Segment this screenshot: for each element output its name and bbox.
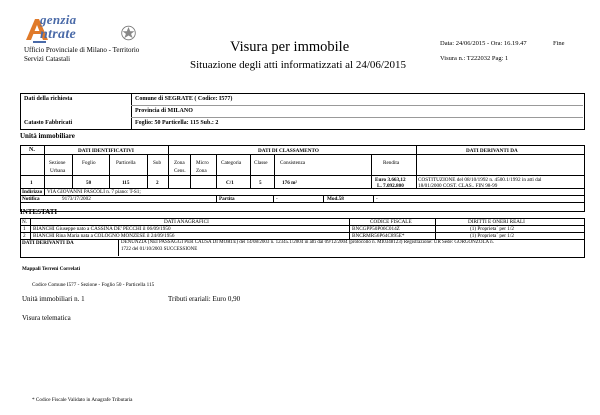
int-row2-cf: BNCRMR56P64C895E*	[352, 233, 405, 239]
h-urbana: Urbana	[50, 168, 66, 174]
int-row2-diritti: (1) Proprieta` per 1/2	[470, 233, 514, 239]
int-deriv-line1: DENUNZIA (NEI PASSAGGI PER CAUSA DI MORTE) del 14/08/2003 n. 12345.1/2004 in atti dal 09/12/2004 (protocollo n. MI0348123) Registrazione: UR Sede: GORGONZOLA n.	[121, 240, 494, 245]
office-name: Ufficio Provinciale di Milano - Territorio Servizi Catastali	[24, 46, 140, 63]
h-cens: Cens.	[174, 168, 186, 174]
request-label: Dati della richiesta	[24, 96, 73, 102]
h-zona: Zona	[174, 160, 185, 166]
group-ident: DATI IDENTIFICATIVI	[78, 148, 134, 154]
col-n: N.	[29, 147, 35, 153]
indirizzo-value: VIA GIOVANNI PASCOLI n. 7 piano: T-S1;	[47, 189, 141, 195]
partita-value: -	[276, 196, 278, 202]
request-provincia: Provincia di MILANO	[135, 108, 193, 114]
row-sub: 2	[156, 180, 159, 186]
tributi-erariali: Tributi erariali: Euro 0,90	[168, 295, 241, 303]
notifica-label: Notifica	[22, 196, 40, 202]
int-row1-diritti: (1) Proprieta` per 1/2	[470, 226, 514, 232]
indirizzo-label: Indirizzo	[22, 189, 43, 195]
int-row1-anag: BIANCHI Giuseppe nato a CASSINA DE' PECCHI il 06/09/1950	[33, 226, 171, 232]
partita-label: Partita	[219, 196, 235, 202]
row-particella: 115	[122, 180, 130, 186]
request-comune: Comune di SEGRATE ( Codice: I577)	[135, 96, 233, 102]
h-micro: Micro	[196, 160, 209, 166]
page-title: Visura per immobile	[230, 39, 350, 55]
logo-text-ntrate: ntrate	[40, 27, 77, 42]
h-consistenza: Consistenza	[280, 160, 306, 166]
row-classe: 5	[259, 180, 262, 186]
row-derivanti-2: 18/01/2000 COST. CLAS.. FIN 98-99	[418, 183, 498, 189]
print-date: Data: 24/06/2015 - Ora: 16.19.47	[440, 40, 527, 47]
int-deriv-line2: 1722 del 01/10/2003 SUCCESSIONE	[121, 247, 198, 252]
group-class: DATI DI CLASSAMENTO	[258, 148, 319, 154]
int-col-anag: DATI ANAGRAFICI	[164, 219, 209, 225]
catasto-label: Catasto Fabbricati	[24, 120, 73, 126]
intestati-section-title: INTESTATI	[20, 208, 58, 216]
row-categoria: C/1	[226, 180, 234, 186]
int-col-diritti: DIRITTI E ONERI REALI	[468, 219, 525, 225]
fine-label: Fine	[553, 40, 565, 47]
unita-count: Unità immobiliari n. 1	[22, 295, 85, 303]
agenzia-entrate-logo	[24, 14, 144, 48]
int-row1-cf: BNCGPP50P06C014Z	[352, 226, 400, 232]
notifica-value: 9173/17/2002	[62, 196, 91, 202]
int-col-cf: CODICE FISCALE	[370, 219, 412, 225]
mappali-line: Codice Comune I577 - Sezione - Foglio 50 - Particella 115	[32, 282, 155, 288]
unita-section-title: Unità immobiliare	[20, 132, 75, 140]
request-box	[20, 93, 585, 130]
int-col-n: N.	[22, 219, 28, 225]
h-classe: Classe	[254, 160, 268, 166]
mappali-title: Mappali Terreni Correlati	[22, 266, 81, 272]
page-subtitle: Situazione degli atti informatizzati al 24/06/2015	[190, 59, 406, 71]
h-particella: Particella	[116, 160, 136, 166]
row-foglio: 50	[86, 180, 92, 186]
int-row1-n: 1	[23, 226, 26, 232]
footnote-codice-fiscale: * Codice Fiscale Validato in Anagrafe Tributaria	[32, 397, 133, 403]
int-row2-n: 2	[23, 233, 26, 239]
row-consistenza: 176 m²	[282, 180, 297, 186]
visura-number: Visura n.: T222032 Pag: 1	[440, 55, 509, 62]
h-foglio: Foglio	[82, 160, 96, 166]
italian-emblem-icon	[120, 24, 137, 42]
logo-text-genzia: genzia	[40, 12, 77, 27]
request-foglio: Foglio: 50 Particella: 115 Sub.: 2	[135, 120, 219, 126]
h-zona2: Zona	[196, 168, 207, 174]
row-derivanti-1: COSTITUZIONE del 08/10/1992 n. 4500.1/1992 in atti dal	[418, 177, 542, 183]
h-sezione: Sezione	[49, 160, 66, 166]
row-rendita-lire: L. 7.092.800	[377, 183, 404, 189]
group-deriv: DATI DERIVANTI DA	[466, 148, 518, 154]
int-row2-anag: BIANCHI Rina Maria nata a COLOGNO MONZESE il 24/09/1956	[33, 233, 175, 239]
h-sub: Sub	[153, 160, 162, 166]
h-rendita: Rendita	[383, 160, 400, 166]
int-deriv-label: DATI DERIVANTI DA	[22, 240, 74, 246]
row-n: 1	[30, 180, 33, 186]
mod58-label: Mod.58	[327, 196, 344, 202]
row-rendita-eur: Euro 3.663,12	[375, 177, 406, 183]
h-categoria: Categoria	[221, 160, 242, 166]
mod58-value: -	[376, 196, 378, 202]
visura-telematica: Visura telematica	[22, 314, 71, 322]
